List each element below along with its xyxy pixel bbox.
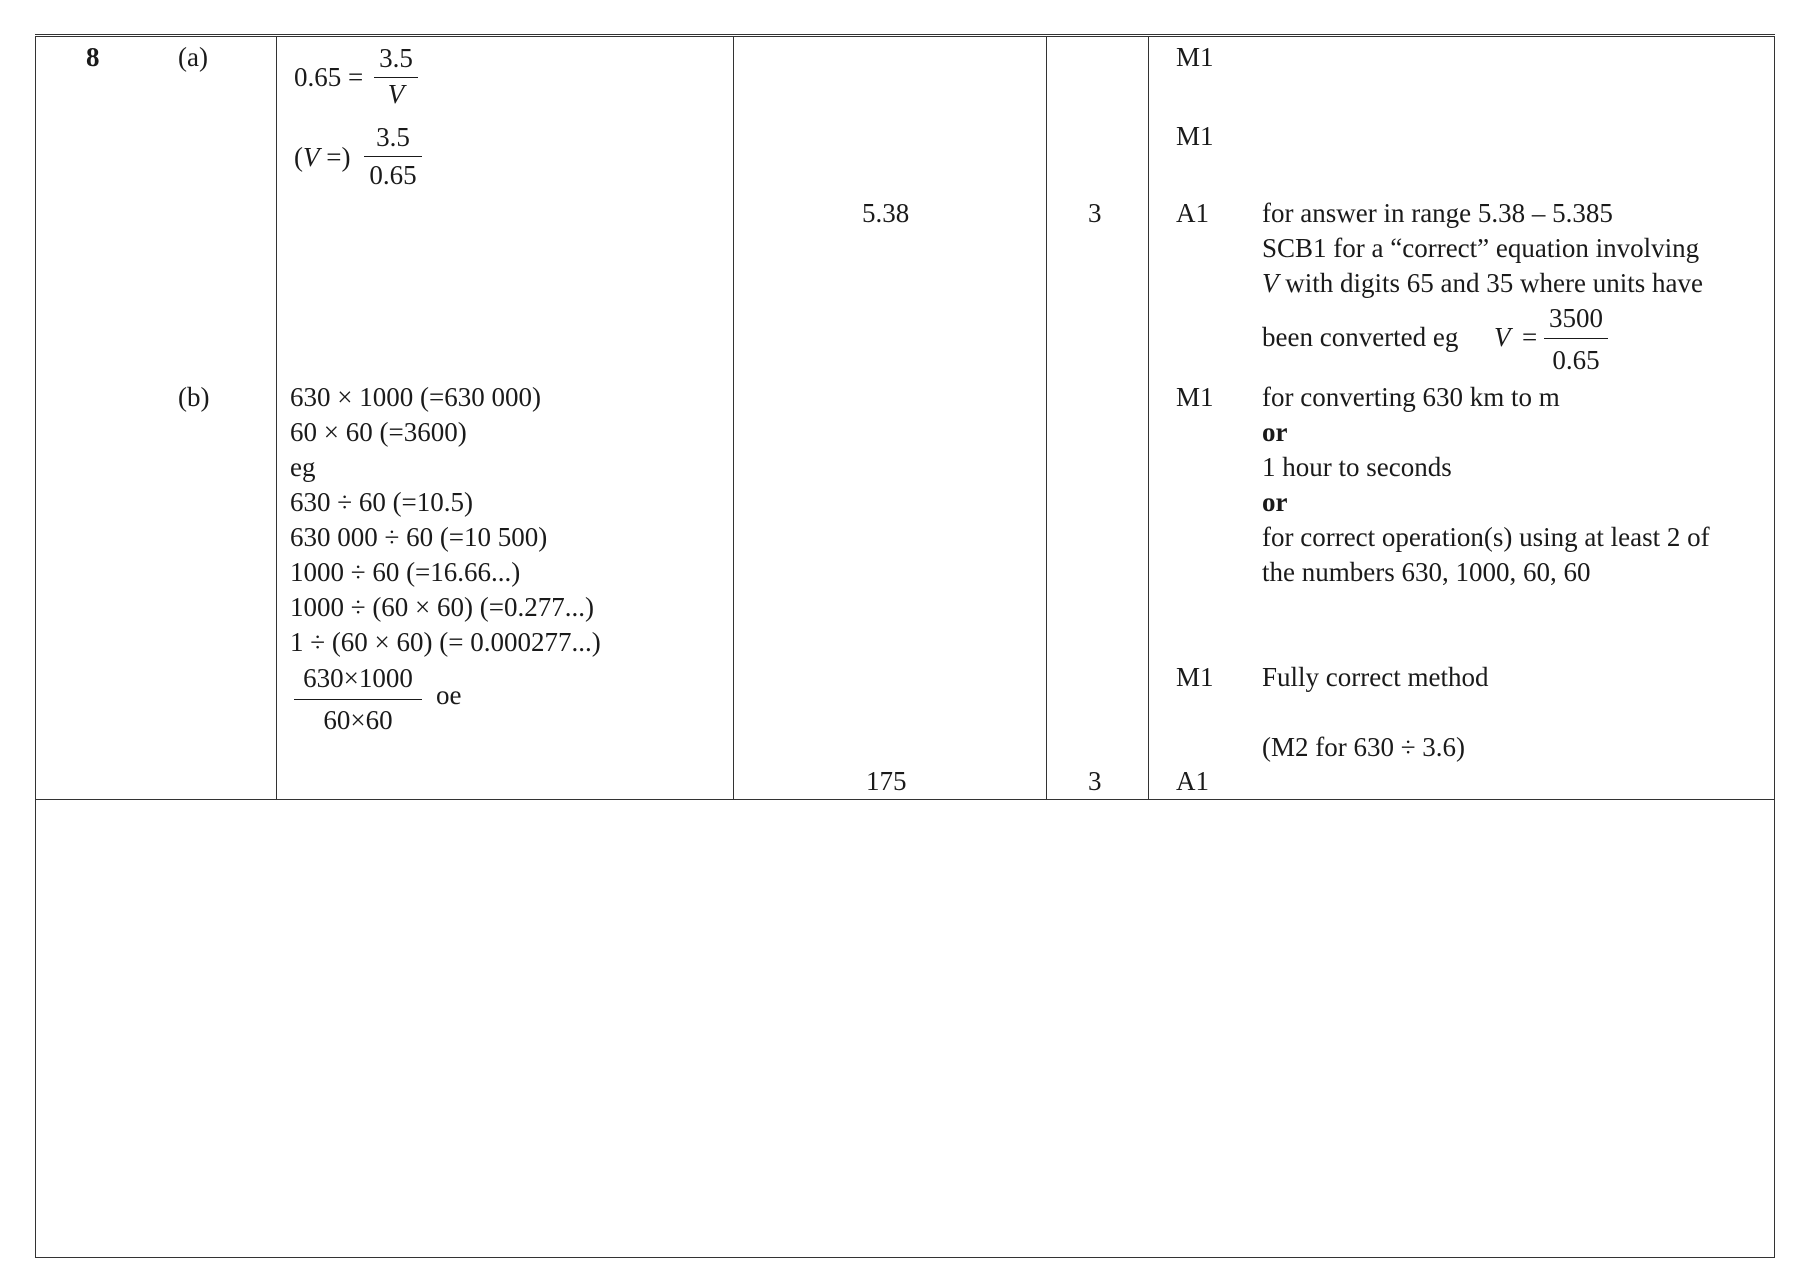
- variable-v: V: [303, 142, 320, 172]
- close-paren: =): [319, 142, 351, 172]
- working-a-line2-fraction: [364, 121, 422, 191]
- fraction-bar: [364, 156, 422, 157]
- column-divider-total: [1046, 36, 1047, 799]
- working-b-oe: oe: [436, 680, 462, 710]
- note-b-line: 1 hour to seconds: [1262, 452, 1452, 482]
- note-a-line2: SCB1 for a “correct” equation involving: [1262, 233, 1700, 263]
- note-a-fraction: [1544, 302, 1608, 376]
- mark-b-3: A1: [1176, 766, 1209, 796]
- working-b-line: 1000 ÷ 60 (=16.66...): [290, 557, 521, 587]
- note-a-line1: for answer in range 5.38 – 5.385: [1262, 198, 1613, 228]
- working-b-line: 630 000 ÷ 60 (=10 500): [290, 522, 548, 552]
- column-divider-answer: [733, 36, 734, 799]
- top-rule: [35, 34, 1775, 35]
- working-b-line: 1000 ÷ (60 × 60) (=0.277...): [290, 592, 594, 622]
- note-b-method: Fully correct method: [1262, 662, 1489, 692]
- note-a-line3: [1262, 266, 1703, 301]
- answer-a: 5.38: [862, 198, 910, 228]
- fraction-bar: [294, 699, 422, 700]
- fraction-denominator: 0.65: [369, 160, 417, 190]
- working-a-line1-lhs: 0.65 =: [294, 62, 364, 92]
- mark-total-b: 3: [1088, 766, 1102, 796]
- fraction-numerator: 3.5: [376, 122, 410, 152]
- working-a-line1-fraction: [374, 42, 418, 112]
- row-divider: [35, 799, 1775, 800]
- note-b-line: for converting 630 km to m: [1262, 382, 1560, 412]
- part-label-b: (b): [178, 382, 210, 412]
- note-b-line: for correct operation(s) using at least 2 of: [1262, 522, 1710, 552]
- working-b-line: 60 × 60 (=3600): [290, 417, 467, 447]
- mark-a-3: A1: [1176, 198, 1209, 228]
- note-b-or: or: [1262, 417, 1288, 447]
- mark-total-a: 3: [1088, 198, 1102, 228]
- variable-v: V: [1262, 268, 1279, 298]
- note-text: with digits 65 and 35 where units have: [1278, 268, 1703, 298]
- working-b-line: 630 ÷ 60 (=10.5): [290, 487, 474, 517]
- open-paren: (: [294, 142, 303, 172]
- note-b-line: the numbers 630, 1000, 60, 60: [1262, 557, 1591, 587]
- working-b-fraction: [294, 662, 422, 740]
- fraction-numerator: 3.5: [379, 43, 413, 73]
- working-b-line: 630 × 1000 (=630 000): [290, 382, 541, 412]
- fraction-bar: [1544, 338, 1608, 339]
- note-b-or: or: [1262, 487, 1288, 517]
- note-b-m2: (M2 for 630 ÷ 3.6): [1262, 732, 1466, 762]
- answer-b: 175: [866, 766, 907, 796]
- question-number: 8: [86, 42, 100, 72]
- working-a-line2-lhs: [294, 140, 350, 175]
- fraction-denominator: 60×60: [323, 705, 393, 735]
- note-a-line4-var: V: [1494, 322, 1511, 352]
- fraction-denominator: 0.65: [1552, 345, 1600, 375]
- note-a-line4-eq: =: [1522, 322, 1538, 352]
- working-b-line: eg: [290, 452, 316, 482]
- mark-b-1: M1: [1176, 382, 1214, 412]
- working-b-line: 1 ÷ (60 × 60) (= 0.000277...): [290, 627, 601, 657]
- mark-a-1: M1: [1176, 42, 1214, 72]
- fraction-numerator: 630×1000: [303, 663, 413, 693]
- mark-a-2: M1: [1176, 121, 1214, 151]
- column-divider-working: [276, 36, 277, 799]
- part-label-a: (a): [178, 42, 208, 72]
- mark-b-2: M1: [1176, 662, 1214, 692]
- column-divider-marks: [1148, 36, 1149, 799]
- fraction-numerator: 3500: [1549, 303, 1603, 333]
- note-a-line4: been converted eg: [1262, 322, 1459, 352]
- fraction-denominator: V: [387, 79, 405, 109]
